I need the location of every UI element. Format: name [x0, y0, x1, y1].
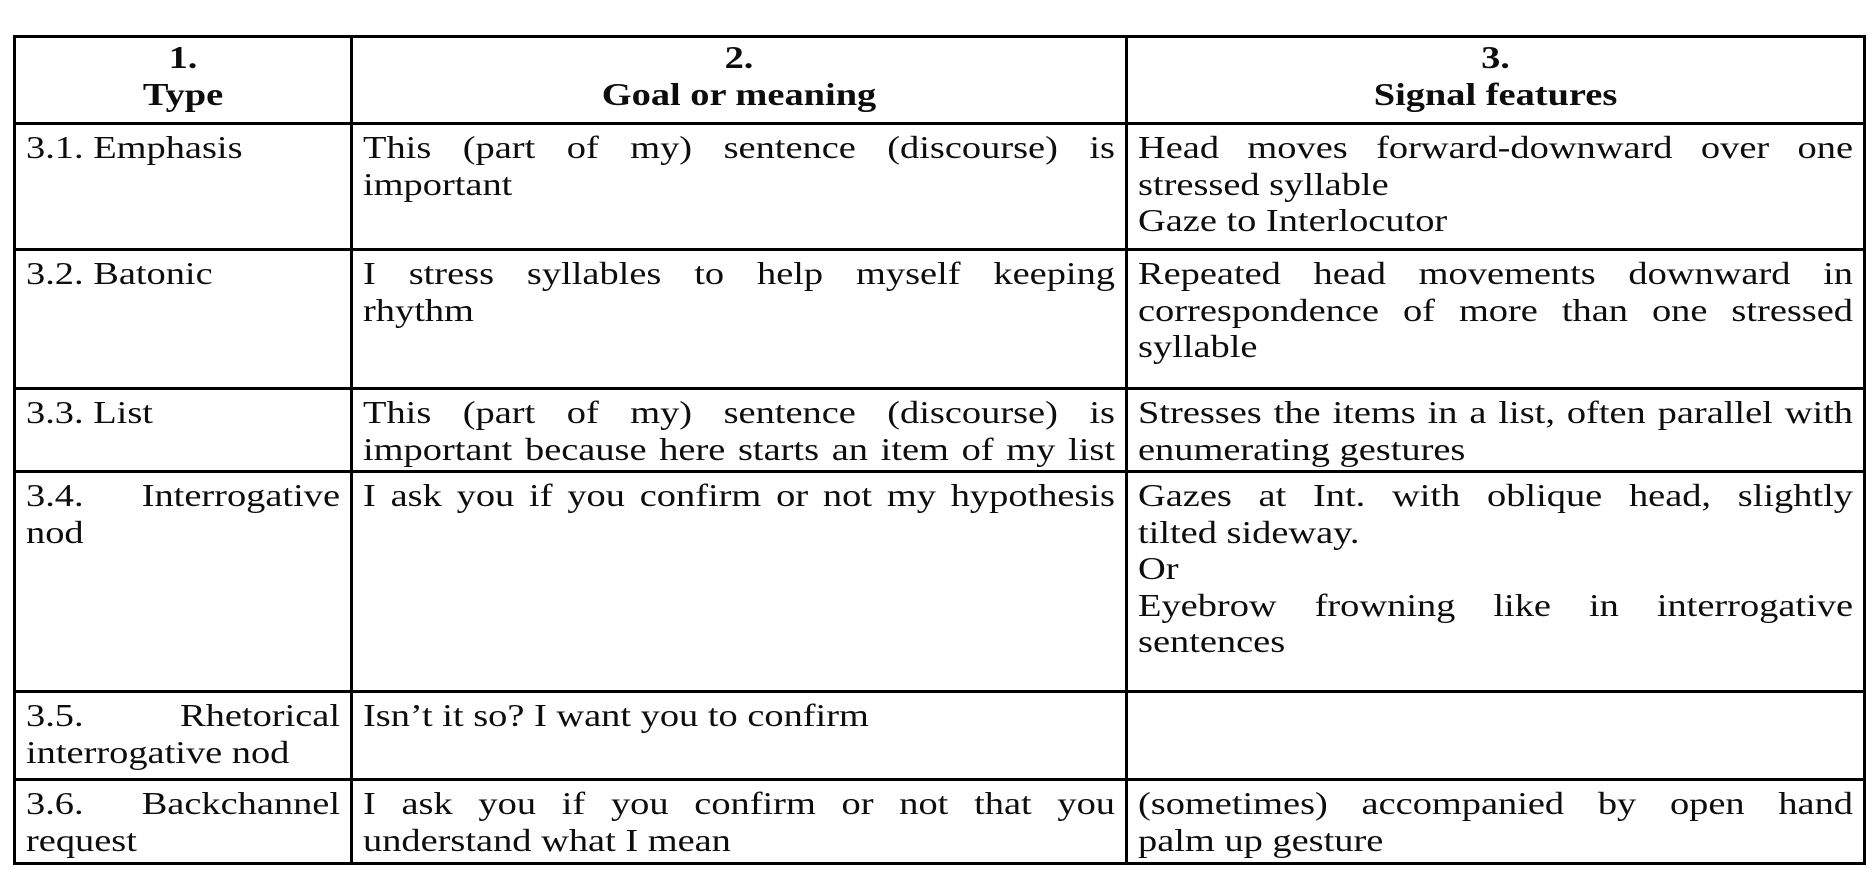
table-header [15, 37, 1865, 124]
cell-line: 3.5. Rhetorical [26, 697, 340, 733]
cell-line: rhythm [363, 291, 474, 328]
cell-line: I ask you if you confirm or not my hypothesis [363, 477, 1115, 513]
table-cell-3.5-goal [352, 692, 1127, 780]
table-cell-3.5-signal [1127, 692, 1865, 780]
cell-line: 3.2. Batonic [26, 255, 213, 291]
cell-content [26, 129, 340, 166]
cell-line: 3.6. Backchannel [26, 785, 340, 821]
cell-line: tilted sideway. [1138, 513, 1360, 550]
cell-line: nod [26, 513, 84, 550]
column-header-goal [352, 37, 1127, 124]
cell-line: palm up gesture [1138, 821, 1384, 858]
cell-content [26, 697, 340, 770]
table-cell-3.2-signal [1127, 250, 1865, 389]
header-line: Type [142, 75, 224, 112]
cell-line: Gaze to Interlocutor [1138, 202, 1448, 238]
nod-types-table [13, 35, 1866, 865]
cell-content [26, 785, 340, 858]
cell-line: Isn’t it so? I want you to confirm [363, 697, 869, 733]
cell-line: I ask you if you confirm or not that you [363, 785, 1115, 821]
cell-line: stressed syllable [1138, 165, 1389, 202]
table-cell-3.4-type [15, 472, 352, 692]
cell-line: enumerating gestures [1138, 430, 1466, 467]
table-cell-3.1-signal [1127, 124, 1865, 250]
table-cell-3.4-signal [1127, 472, 1865, 692]
header-line: 2. [724, 39, 754, 75]
cell-content [1138, 39, 1853, 112]
column-header-type [15, 37, 352, 124]
cell-line: This (part of my) sentence (discourse) is [363, 394, 1115, 430]
table-cell-3.6-type [15, 780, 352, 864]
cell-line: 3.3. List [26, 394, 153, 430]
cell-line: Eyebrow frowning like in interrogative [1138, 586, 1853, 623]
table-row-3.1 [15, 124, 1865, 250]
cell-line: sentences [1138, 623, 1286, 659]
table-cell-3.3-goal [352, 389, 1127, 472]
table-cell-3.6-signal [1127, 780, 1865, 864]
cell-content [26, 39, 340, 112]
cell-content [1138, 394, 1853, 467]
table-cell-3.1-goal [352, 124, 1127, 250]
cell-line: request [26, 821, 137, 858]
cell-content [26, 394, 340, 431]
cell-content [363, 785, 1115, 858]
cell-line: 3.1. Emphasis [26, 129, 243, 165]
cell-content [26, 255, 340, 292]
cell-line: interrogative nod [26, 733, 290, 770]
cell-line: This (part of my) sentence (discourse) is [363, 129, 1115, 165]
column-header-signal [1127, 37, 1865, 124]
cell-content [26, 477, 340, 550]
table-row-3.6 [15, 780, 1865, 864]
cell-content [363, 39, 1115, 112]
cell-line: 3.4. Interrogative [26, 477, 340, 513]
table-row-3.5 [15, 692, 1865, 780]
cell-content [363, 477, 1115, 514]
table-cell-3.3-type [15, 389, 352, 472]
cell-line: Or [1138, 550, 1179, 586]
table-body [15, 124, 1865, 864]
header-line: Signal features [1373, 75, 1618, 112]
cell-line: understand what I mean [363, 821, 731, 858]
cell-line: Stresses the items in a list, often parallel with [1138, 394, 1853, 430]
cell-content [363, 255, 1115, 328]
cell-line: Head moves forward-downward over one [1138, 129, 1853, 165]
table-cell-3.2-goal [352, 250, 1127, 389]
table-cell-3.4-goal [352, 472, 1127, 692]
cell-content [1138, 477, 1853, 660]
table-cell-3.5-type [15, 692, 352, 780]
table-cell-3.6-goal [352, 780, 1127, 864]
cell-content [363, 697, 1115, 734]
cell-content [363, 394, 1115, 467]
cell-line: correspondence of more than one stressed [1138, 291, 1853, 328]
cell-line: I stress syllables to help myself keeping [363, 255, 1115, 291]
table-cell-3.2-type [15, 250, 352, 389]
table-cell-3.1-type [15, 124, 352, 250]
table-row-3.3 [15, 389, 1865, 472]
table-row-3.2 [15, 250, 1865, 389]
cell-line: (sometimes) accompanied by open hand [1138, 785, 1853, 821]
header-line: Goal or meaning [601, 75, 877, 112]
cell-line: important [363, 165, 513, 202]
table-cell-3.3-signal [1127, 389, 1865, 472]
table-row-3.4 [15, 472, 1865, 692]
cell-content [1138, 785, 1853, 858]
cell-content [363, 129, 1115, 202]
cell-line: important because here starts an item of my list [363, 430, 1115, 467]
cell-line: syllable [1138, 328, 1258, 364]
header-line: 1. [168, 39, 198, 75]
cell-content [1138, 129, 1853, 239]
cell-line: Repeated head movements downward in [1138, 255, 1853, 291]
cell-line: Gazes at Int. with oblique head, slightly [1138, 477, 1853, 513]
cell-content [1138, 255, 1853, 365]
header-line: 3. [1481, 39, 1510, 75]
header-row [15, 37, 1865, 124]
